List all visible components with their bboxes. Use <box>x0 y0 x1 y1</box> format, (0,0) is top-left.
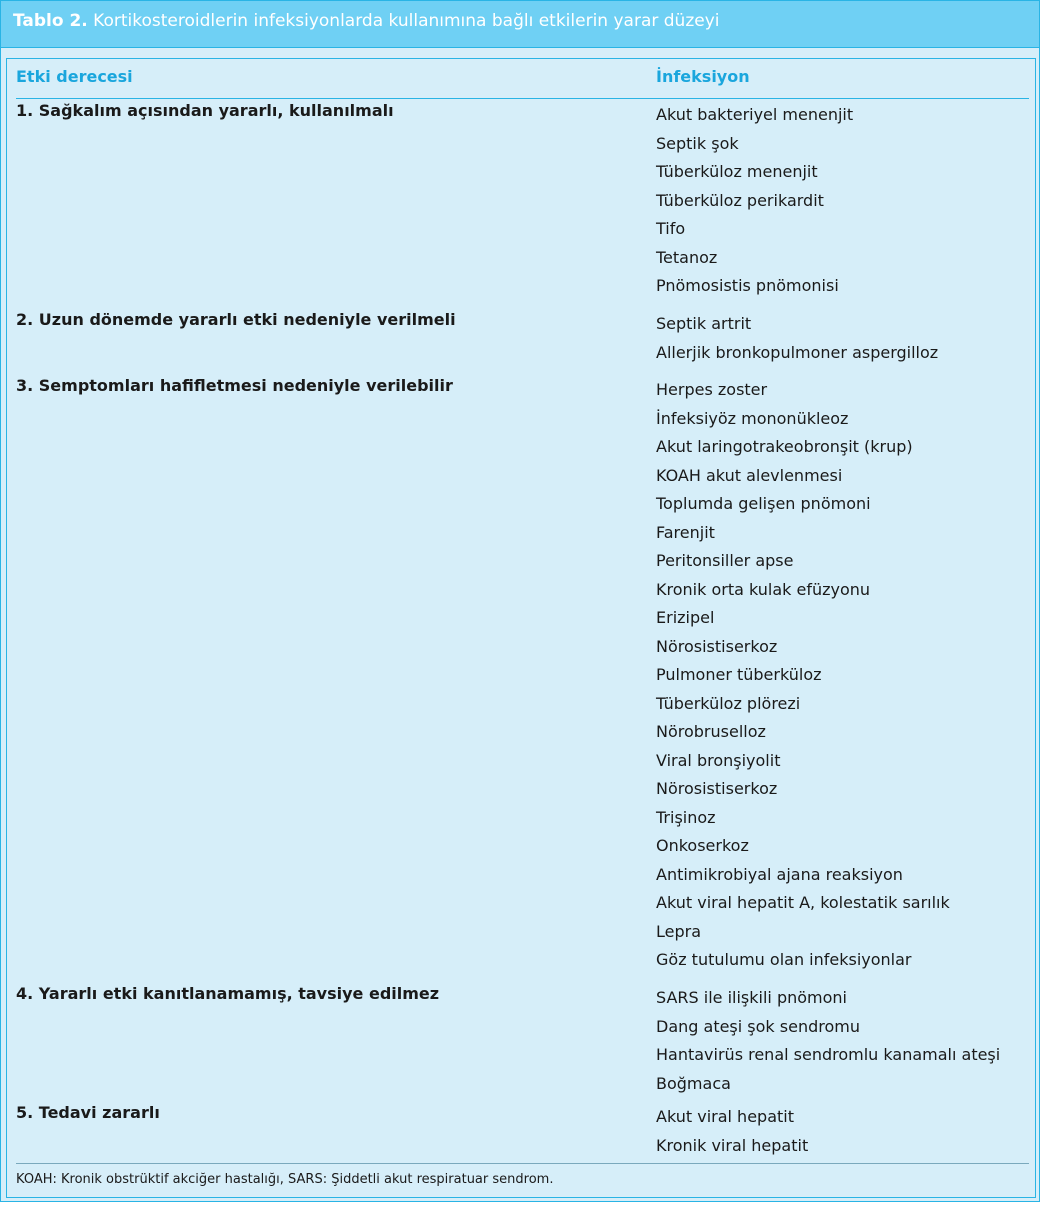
list-item: Trişinoz <box>656 807 716 827</box>
infection-list <box>656 984 1000 1098</box>
effect-category: 1. Sağkalım açısından yararlı, kullanılmalı <box>16 101 394 120</box>
list-item: Onkoserkoz <box>656 836 749 855</box>
list-item: Tifo <box>656 219 686 238</box>
effect-category: 3. Semptomları hafifletmesi nedeniyle verilebilir <box>16 376 453 395</box>
table-footnote: KOAH: Kronik obstrüktif akciğer hastalığı, SARS: Şiddetli akut respiratuar sendrom. <box>16 1172 554 1187</box>
list-item: Hantavirüs renal sendromlu kanamalı ateşi <box>656 1045 1001 1064</box>
table-body <box>6 58 1036 1198</box>
list-item: Herpes zoster <box>656 380 768 399</box>
column-header-infection: İnfeksiyon <box>656 67 750 86</box>
list-item: Kronik viral hepatit <box>656 1135 809 1155</box>
table-title-text: Kortikosteroidlerin infeksiyonlarda kullanımına bağlı etkilerin yarar düzeyi <box>93 11 720 31</box>
list-item: Tüberküloz plörezi <box>656 693 801 713</box>
effect-category: 2. Uzun dönemde yararlı etki nedeniyle verilmeli <box>16 310 456 329</box>
list-item: Nörosistiserkoz <box>656 636 778 656</box>
column-header-effect: Etki derecesi <box>16 67 133 86</box>
list-item: Toplumda gelişen pnömoni <box>656 494 871 513</box>
effect-category: 5. Tedavi zararlı <box>16 1103 160 1122</box>
list-item: Pulmoner tüberküloz <box>656 665 822 684</box>
list-item: Tüberküloz menenjit <box>656 162 818 181</box>
list-item: Tüberküloz perikardit <box>656 190 824 210</box>
list-item: Akut laringotrakeobronşit (krup) <box>656 437 913 456</box>
list-item: Septik şok <box>656 133 739 153</box>
list-item: Tetanoz <box>656 247 718 267</box>
list-item: Erizipel <box>656 608 715 627</box>
infection-list <box>656 376 950 975</box>
list-item: Farenjit <box>656 522 715 542</box>
infection-list <box>656 310 938 367</box>
list-item: Akut viral hepatit <box>656 1107 794 1126</box>
list-item: KOAH akut alevlenmesi <box>656 465 843 485</box>
list-item: Antimikrobiyal ajana reaksiyon <box>656 864 903 884</box>
footer-divider <box>16 1163 1029 1164</box>
effect-category: 4. Yararlı etki kanıtlanamamış, tavsiye edilmez <box>16 984 440 1003</box>
list-item: Septik artrit <box>656 314 752 333</box>
list-item: SARS ile ilişkili pnömoni <box>656 988 847 1007</box>
list-item: Lepra <box>656 921 702 941</box>
list-item: Viral bronşiyolit <box>656 750 781 770</box>
list-item: Göz tutulumu olan infeksiyonlar <box>656 950 912 969</box>
list-item: Kronik orta kulak efüzyonu <box>656 579 871 599</box>
header-divider <box>16 98 1029 99</box>
list-item: Pnömosistis pnömonisi <box>656 276 839 295</box>
list-item: Akut bakteriyel menenjit <box>656 105 854 124</box>
list-item: Peritonsiller apse <box>656 551 794 570</box>
list-item: Dang ateşi şok sendromu <box>656 1016 860 1036</box>
list-item: Nörobruselloz <box>656 722 766 741</box>
list-item: Akut viral hepatit A, kolestatik sarılık <box>656 893 950 912</box>
infection-list <box>656 101 853 301</box>
list-item: Nörosistiserkoz <box>656 779 778 798</box>
table-title-label: Tablo 2. <box>13 11 88 31</box>
list-item: Boğmaca <box>656 1073 731 1093</box>
infection-list <box>656 1103 808 1160</box>
table-title <box>1 1 1039 48</box>
list-item: Allerjik bronkopulmoner aspergilloz <box>656 342 939 362</box>
list-item: İnfeksiyöz mononükleoz <box>656 408 849 428</box>
